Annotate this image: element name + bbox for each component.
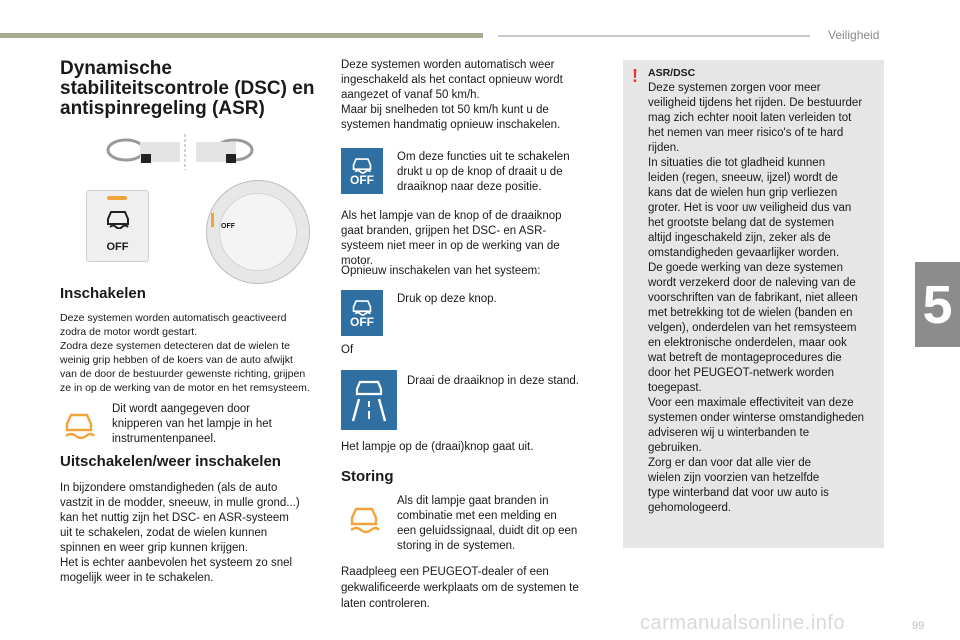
text-line: Zorg er dan voor dat alle vier de: [648, 457, 812, 469]
lamp-off-text: Het lampje op de (draai)knop gaat uit.: [341, 441, 534, 453]
text-line: vastzit in de modder, sneeuw, in mulle grond...): [60, 497, 300, 509]
turn-text: Draai de draaiknop in deze stand.: [407, 375, 579, 387]
skid-car-icon: [105, 209, 131, 229]
text-line: De goede werking van deze systemen: [648, 262, 843, 274]
text-line: laten controleren.: [341, 598, 430, 610]
text-line: een geluidssignaal, duidt dit op een: [397, 525, 578, 537]
text-line: groter. Het is voor uw veiligheid dus van: [648, 202, 852, 214]
text-line: systemen handmatig opnieuw inschakelen.: [341, 119, 561, 131]
watermark: carmanualsonline.info: [640, 612, 846, 634]
road-lanes-icon: [341, 370, 397, 430]
press-text: Druk op deze knop.: [397, 293, 497, 305]
text-line: door het PEUGEOT-netwerk worden: [648, 367, 834, 379]
text-line: Dit wordt aangegeven door: [112, 403, 251, 415]
indicator-lamp: [107, 196, 127, 200]
warning-text: [648, 66, 864, 516]
text-line: kan het nuttig zijn het DSC- en ASR-systeem: [60, 512, 289, 524]
text-line: veiligheid tijdens het rijden. De bestuurder: [648, 97, 863, 109]
uitschakelen-heading: Uitschakelen/weer inschakelen: [60, 453, 281, 470]
text-line: instrumentenpaneel.: [112, 433, 217, 445]
text-line: Deze systemen worden automatisch geactiveerd: [60, 312, 287, 324]
text-line: rijden.: [648, 142, 680, 154]
text-line: toegepast.: [648, 382, 702, 394]
header-divider: [498, 35, 810, 37]
dsc-dial-icon: [206, 180, 310, 284]
text-line: Als dit lampje gaat branden in: [397, 495, 549, 507]
off-label: OFF: [350, 173, 374, 187]
text-line: Voor een maximale effectiviteit van deze: [648, 397, 854, 409]
text-line: ze in op de werking van de motor en het remsysteem.: [60, 382, 310, 394]
text-line: spinnen en weer grip kunnen krijgen.: [60, 542, 248, 554]
text-line: storing in de systemen.: [397, 540, 516, 552]
text-line: systemen onder winterse omstandigheden: [648, 412, 865, 424]
header-accent-bar: [0, 33, 483, 38]
dial-indicator: [211, 213, 214, 227]
skid-car-off-icon: [351, 156, 373, 174]
text-line: het nemen van meer risico's of te hard: [648, 127, 844, 139]
chapter-tab: 5: [915, 262, 960, 347]
text-line: omstandigheden gevaarlijker worden.: [648, 247, 840, 259]
off-label: OFF: [106, 241, 129, 253]
text-line: kans dat de wielen hun grip verliezen: [648, 187, 838, 199]
off-label: OFF: [350, 315, 374, 329]
indicator-text: [112, 402, 272, 447]
text-line: weinig grip hebben of de koers van de auto afwijkt: [60, 354, 293, 366]
dsc-off-button-icon: [341, 290, 383, 336]
text-line: mag zich echter nooit laten verleiden tot: [648, 112, 852, 124]
text-line: draaiknop naar deze positie.: [397, 181, 542, 193]
text-line: het grootste belang dat de systemen: [648, 217, 835, 229]
text-line: Maar bij snelheden tot 50 km/h kunt u de: [341, 104, 549, 116]
dial-off-label: OFF: [221, 223, 235, 230]
uitschakelen-text: [60, 481, 300, 586]
warning-title: ASR/DSC: [648, 67, 696, 79]
text-line: gekwalificeerde werkplaats om de systemen te: [341, 582, 579, 594]
text-line: Zodra deze systemen detecteren dat de wielen te: [60, 340, 290, 352]
title-line: stabiliteitscontrole (DSC) en: [60, 78, 315, 99]
section-label: Veiligheid: [828, 28, 880, 42]
text-line: aangezet of vanaf 50 km/h.: [341, 89, 480, 101]
or-text: Of: [341, 344, 354, 356]
storing-text: [397, 494, 577, 554]
text-line: mogelijk weer in te schakelen.: [60, 572, 214, 584]
text-line: gehomologeerd.: [648, 502, 732, 514]
text-line: altijd ingeschakeld zijn, zeker als de: [648, 232, 831, 244]
text-line: wielen zijn voorzien van hetzelfde: [648, 472, 820, 484]
text-line: zodra de motor wordt gestart.: [60, 326, 198, 338]
page-number: 99: [912, 620, 925, 632]
text-line: In bijzondere omstandigheden (als de auto: [60, 482, 278, 494]
skid-car-warning-icon: [62, 410, 96, 440]
text-line: motor.: [341, 255, 373, 267]
dsc-button-device: [86, 190, 149, 262]
page-title: [60, 59, 330, 119]
skid-car-warning-icon: [347, 504, 381, 534]
text-line: In situaties die tot gladheid kunnen: [648, 157, 826, 169]
text-line: Om deze functies uit te schakelen: [397, 151, 570, 163]
steering-wheel-illustration: [100, 132, 270, 172]
text-line: Raadpleeg een PEUGEOT-dealer of een: [341, 566, 549, 578]
text-line: ingeschakeld als het contact opnieuw wordt: [341, 74, 563, 86]
text-line: adviseren wij u winterbanden te: [648, 427, 810, 439]
text-line: wordt verzekerd door de naleving van de: [648, 277, 856, 289]
dsc-off-button-icon: [341, 148, 383, 194]
text-line: van de door de bestuurder gewenste richting, grijpen: [60, 368, 306, 380]
text-line: knipperen van het lampje in het: [112, 418, 272, 430]
text-line: uit te schakelen, zodat de wielen kunnen: [60, 527, 268, 539]
text-line: gebruiken.: [648, 442, 702, 454]
text-line: Het is echter aanbevolen het systeem zo snel: [60, 557, 293, 569]
road-lanes-svg: [349, 377, 389, 423]
lamp-text: [341, 209, 562, 269]
intro-text: [341, 58, 563, 133]
text-line: velgen), onderdelen van het remsysteem: [648, 322, 857, 334]
text-line: Deze systemen zorgen voor meer: [648, 82, 821, 94]
text-line: gaat branden, grijpen het DSC- en ASR-: [341, 225, 547, 237]
skid-car-off-icon: [351, 298, 373, 316]
text-line: Als het lampje van de knop of de draaiknop: [341, 210, 562, 222]
text-line: wat betreft de montageprocedures die: [648, 352, 842, 364]
text-line: drukt u op de knop of draait u de: [397, 166, 563, 178]
inschakelen-text: [60, 311, 310, 395]
title-line: Dynamische: [60, 58, 172, 79]
text-line: met betrekking tot de wielen (banden en: [648, 307, 853, 319]
warning-exclamation-icon: !: [632, 66, 638, 86]
text-line: type winterband dat voor uw auto is: [648, 487, 829, 499]
dealer-text: [341, 564, 579, 612]
reactivate-label: Opnieuw inschakelen van het systeem:: [341, 265, 541, 277]
text-line: combinatie met een melding en: [397, 510, 557, 522]
text-line: Deze systemen worden automatisch weer: [341, 59, 555, 71]
storing-heading: Storing: [341, 468, 394, 485]
text-line: voorschriften van de fabrikant, niet alleen: [648, 292, 858, 304]
dial-face: [219, 193, 297, 271]
inschakelen-heading: Inschakelen: [60, 285, 146, 302]
text-line: leiden (regen, sneeuw, ijzel) wordt de: [648, 172, 838, 184]
text-line: en elektronische onderdelen, maar ook: [648, 337, 847, 349]
title-line: antispinregeling (ASR): [60, 98, 265, 119]
switch-off-text: [397, 150, 570, 195]
text-line: systeem niet meer in op de werking van de: [341, 240, 560, 252]
